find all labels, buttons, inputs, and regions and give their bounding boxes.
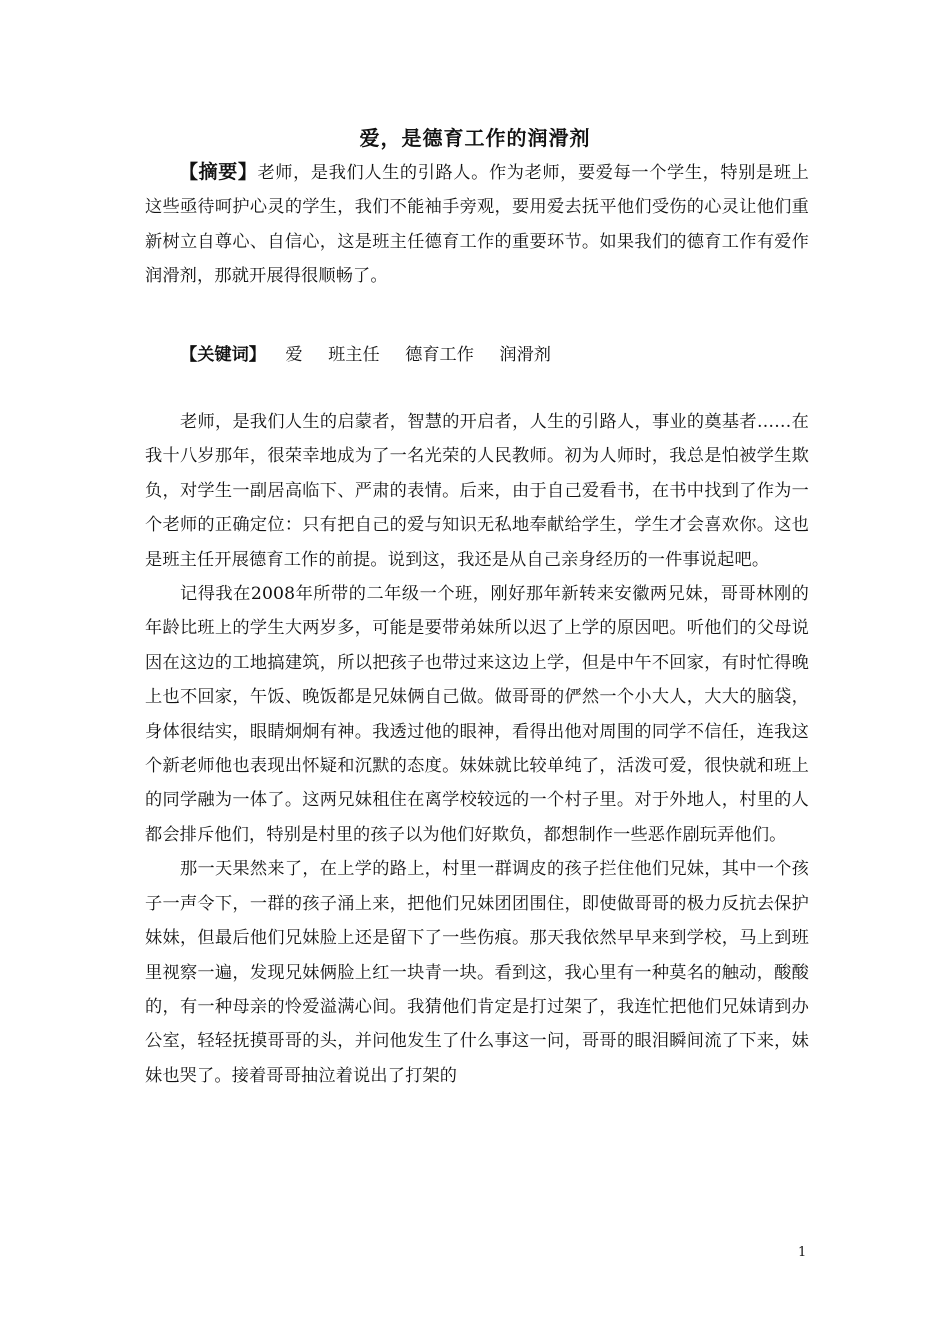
abstract-text: 老师，是我们人生的引路人。作为老师，要爱每一个学生，特别是班上这些亟待呵护心灵的学生，我们不能袖手旁观，要用爱去抚平他们受伤的心灵让他们重新树立自尊心、自信心，这是班主任德育工作的重要环节。如果我们的德育工作有爱作润滑剂，那就开展得很顺畅了。 [145,163,809,287]
body-paragraph: 那一天果然来了，在上学的路上，村里一群调皮的孩子拦住他们兄妹，其中一个孩子一声令下，一群的孩子涌上来，把他们兄妹团团围住，即使做哥哥的极力反抗去保护妹妹，但最后他们兄妹脸上还是留下了一些伤痕。那天我依然早早来到学校，马上到班里视察一遍，发现兄妹俩脸上红一块青一块。看到这，我心里有一种莫名的触动，酸酸的，有一种母亲的怜爱溢满心间。我猜他们肯定是打过架了，我连忙把他们兄妹请到办公室，轻轻抚摸哥哥的头，并问他发生了什么事这一问，哥哥的眼泪瞬间流了下来，妹妹也哭了。接着哥哥抽泣着说出了打架的 [145,859,809,1086]
abstract-section [145,155,809,294]
body-paragraph: 老师，是我们人生的启蒙者，智慧的开启者，人生的引路人，事业的奠基者……在我十八岁那年，很荣幸地成为了一名光荣的人民教师。初为人师时，我总是怕被学生欺负，对学生一副居高临下、严肃的表情。后来，由于自己爱看书，在书中找到了作为一个老师的正确定位：只有把自己的爱与知识无私地奉献给学生，学生才会喜欢你。这也是班主任开展德育工作的前提。说到这，我还是从自己亲身经历的一件事说起吧。 [145,412,809,570]
document-title: 爱，是德育工作的润滑剂 [359,126,591,150]
keyword-item: 德育工作 [405,345,474,365]
keyword-item: 润滑剂 [499,345,551,365]
body-paragraph: 记得我在2008年所带的二年级一个班，刚好那年新转来安徽两兄妹，哥哥林刚的年龄比班上的学生大两岁多，可能是要带弟妹所以迟了上学的原因吧。听他们的父母说因在这边的工地搞建筑，所以把孩子也带过来这边上学，但是中午不回家，有时忙得晚上也不回家，午饭、晚饭都是兄妹俩自己做。做哥哥的俨然一个小大人，大大的脑袋，身体很结实，眼睛炯炯有神。我透过他的眼神，看得出他对周围的同学不信任，连我这个新老师他也表现出怀疑和沉默的态度。妹妹就比较单纯了，活泼可爱，很快就和班上的同学融为一体了。这两兄妹租住在离学校较远的一个村子里。对于外地人，村里的人都会排斥他们，特别是村里的孩子以为他们好欺负，都想制作一些恶作剧玩弄他们。 [145,584,809,845]
keyword-item: 爱 [285,345,303,365]
keyword-item: 班主任 [328,345,380,365]
abstract-label: 【摘要】 [179,161,258,183]
page-number: 1 [798,1245,807,1260]
body-text [145,405,809,1093]
keywords-label: 【关键词】 [180,345,266,365]
keywords-section [180,338,571,372]
